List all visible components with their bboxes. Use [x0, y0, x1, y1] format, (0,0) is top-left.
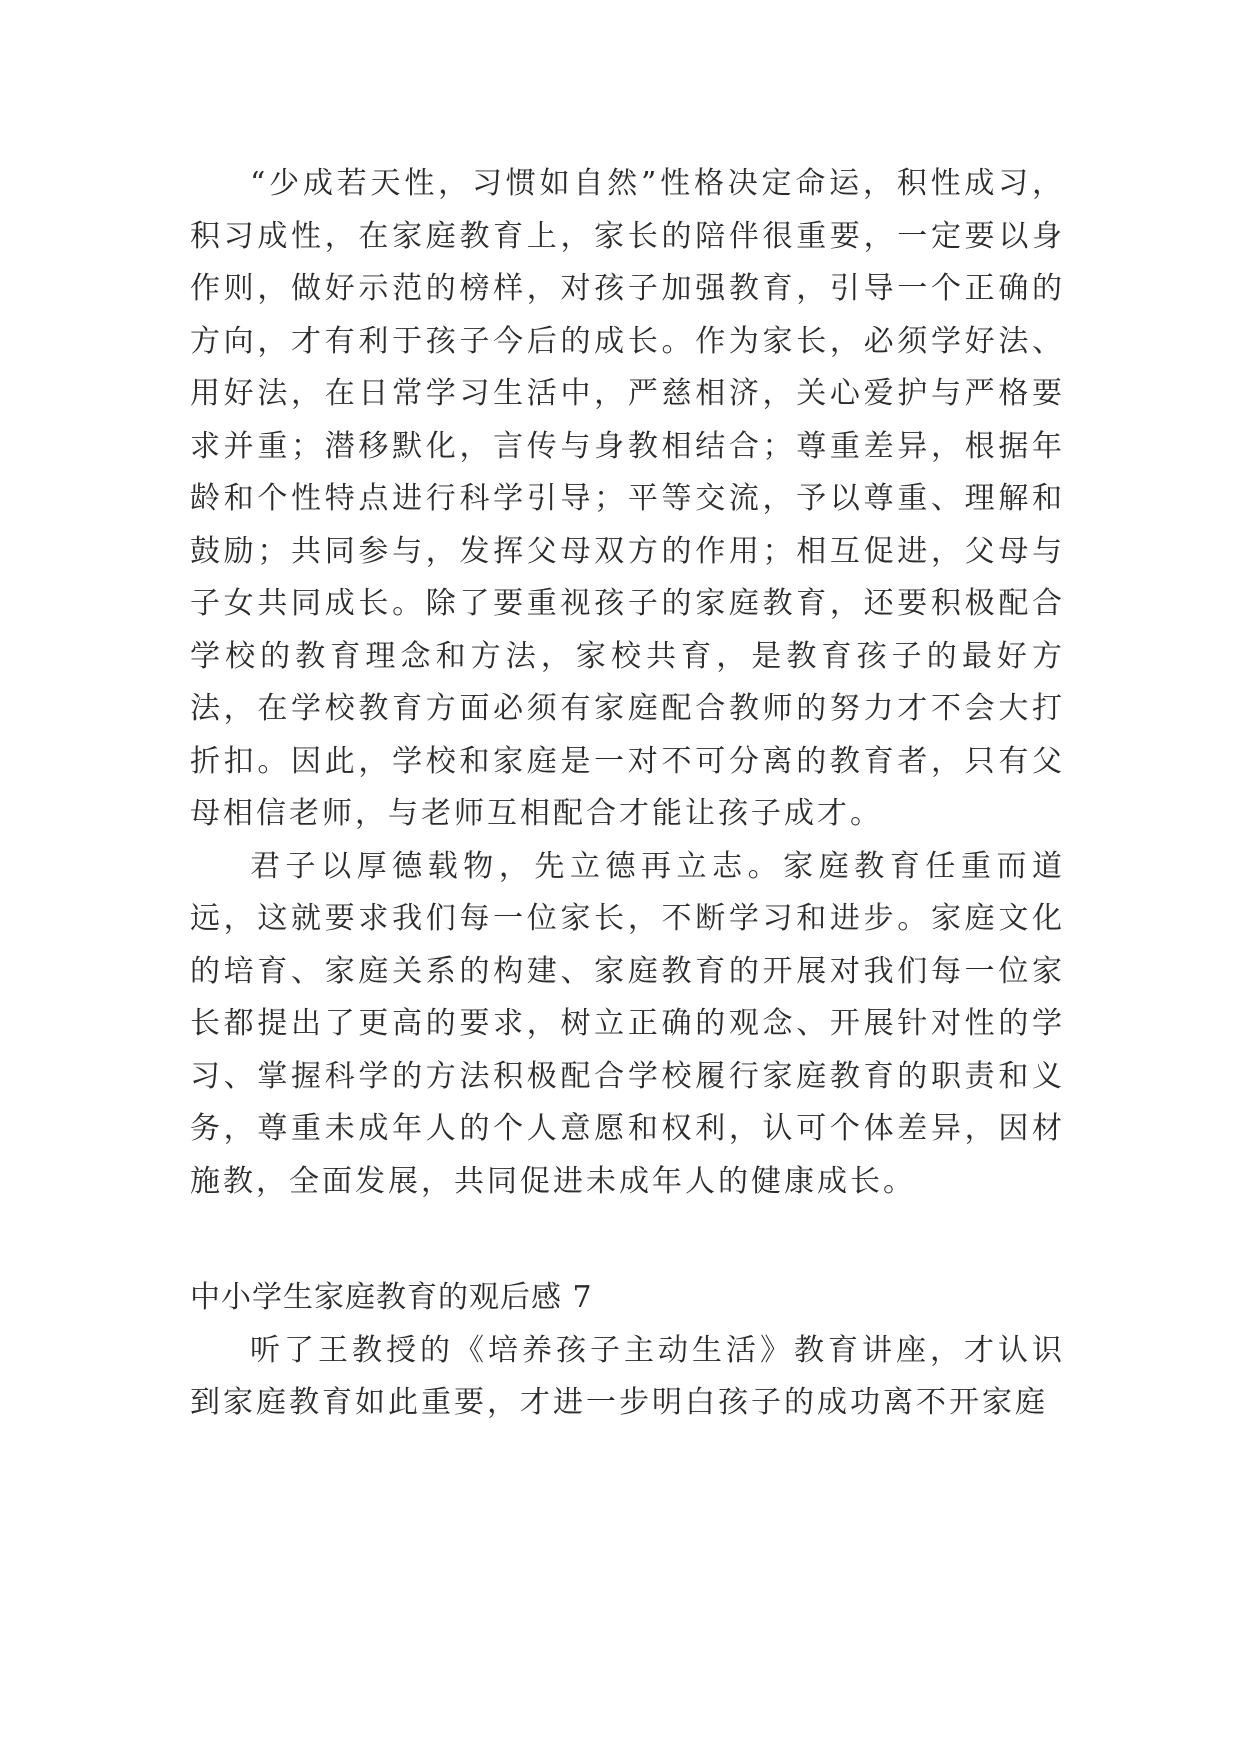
section-title: 中小学生家庭教育的观后感 7: [190, 1280, 593, 1315]
paragraph-1: “少成若天性，习惯如自然”性格决定命运，积性成习，积习成性，在家庭教育上，家长的陪伴很重要，一定要以身作则，做好示范的榜样，对孩子加强教育，引导一个正确的方向，才有利于孩子今后的成长。作为家长，必须学好法、用好法，在日常学习生活中，严慈相济，关心爱护与严格要求并重；潜移默化，言传与身教相结合；尊重差异，根据年龄和个性特点进行科学引导；平等交流，予以尊重、理解和鼓励；共同参与，发挥父母双方的作用；相互促进，父母与子女共同成长。除了要重视孩子的家庭教育，还要积极配合学校的教育理念和方法，家校共育，是教育孩子的最好方法，在学校教育方面必须有家庭配合教师的努力才不会大打折扣。因此，学校和家庭是一对不可分离的教育者，只有父母相信老师，与老师互相配合才能让孩子成才。: [190, 166, 1065, 831]
section-paragraph-1: 听了王教授的《培养孩子主动生活》教育讲座，才认识到家庭教育如此重要，才进一步明白孩子的成功离不开家庭: [190, 1332, 1065, 1420]
document-body: [190, 158, 1065, 1430]
paragraph-2: 君子以厚德载物，先立德再立志。家庭教育任重而道远，这就要求我们每一位家长，不断学习和进步。家庭文化的培育、家庭关系的构建、家庭教育的开展对我们每一位家长都提出了更高的要求，树立正确的观念、开展针对性的学习、掌握科学的方法积极配合学校履行家庭教育的职责和义务，尊重未成年人的个人意愿和权利，认可个体差异，因材施教，全面发展，共同促进未成年人的健康成长。: [190, 848, 1065, 1199]
